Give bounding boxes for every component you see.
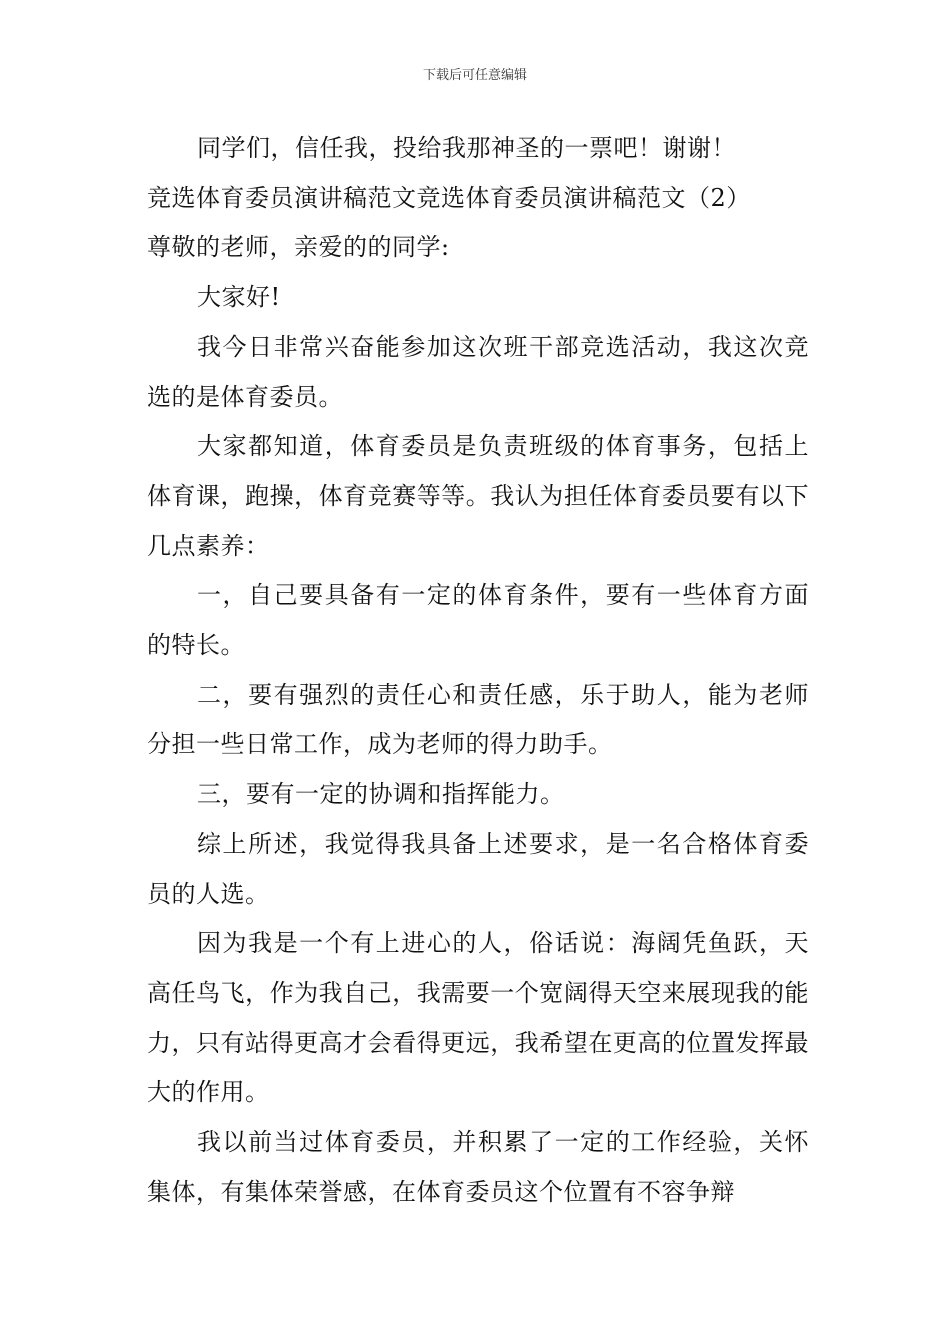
- paragraph-point-two: 二，要有强烈的责任心和责任感，乐于助人，能为老师分担一些日常工作，成为老师的得力助手。: [147, 680, 809, 759]
- paragraph-point-three: 三，要有一定的协调和指挥能力。: [197, 780, 565, 809]
- paragraph-closing-appeal: 同学们，信任我，投给我那神圣的一票吧！谢谢！: [197, 134, 736, 162]
- paragraph-duties: 大家都知道，体育委员是负责班级的体育事务，包括上体育课，跑操，体育竞赛等等。我认为担任体育委员要有以下几点素养：: [147, 432, 809, 560]
- document-body: [147, 124, 809, 1217]
- paragraph-title: 竞选体育委员演讲稿范文竞选体育委员演讲稿范文（2）: [147, 183, 751, 212]
- paragraph-intro: 我今日非常兴奋能参加这次班干部竞选活动，我这次竞选的是体育委员。: [147, 332, 809, 411]
- paragraph-salutation: 尊敬的老师，亲爱的的同学:: [147, 233, 450, 262]
- paragraph-motivation: 因为我是一个有上进心的人，俗话说：海阔凭鱼跃，天高任鸟飞，作为我自己，我需要一个宽阔得天空来展现我的能力，只有站得更高才会看得更远，我希望在更高的位置发挥最大的作用。: [147, 929, 809, 1107]
- paragraph-experience: 我以前当过体育委员，并积累了一定的工作经验，关怀集体，有集体荣誉感，在体育委员这个位置有不容争辩: [147, 1128, 809, 1206]
- paragraph-greeting: 大家好!: [197, 283, 281, 312]
- paragraph-summary: 综上所述，我觉得我具备上述要求，是一名合格体育委员的人选。: [147, 829, 809, 908]
- page-header: 下载后可任意编辑: [422, 68, 527, 83]
- paragraph-point-one: 一，自己要具备有一定的体育条件，要有一些体育方面的特长。: [147, 581, 809, 660]
